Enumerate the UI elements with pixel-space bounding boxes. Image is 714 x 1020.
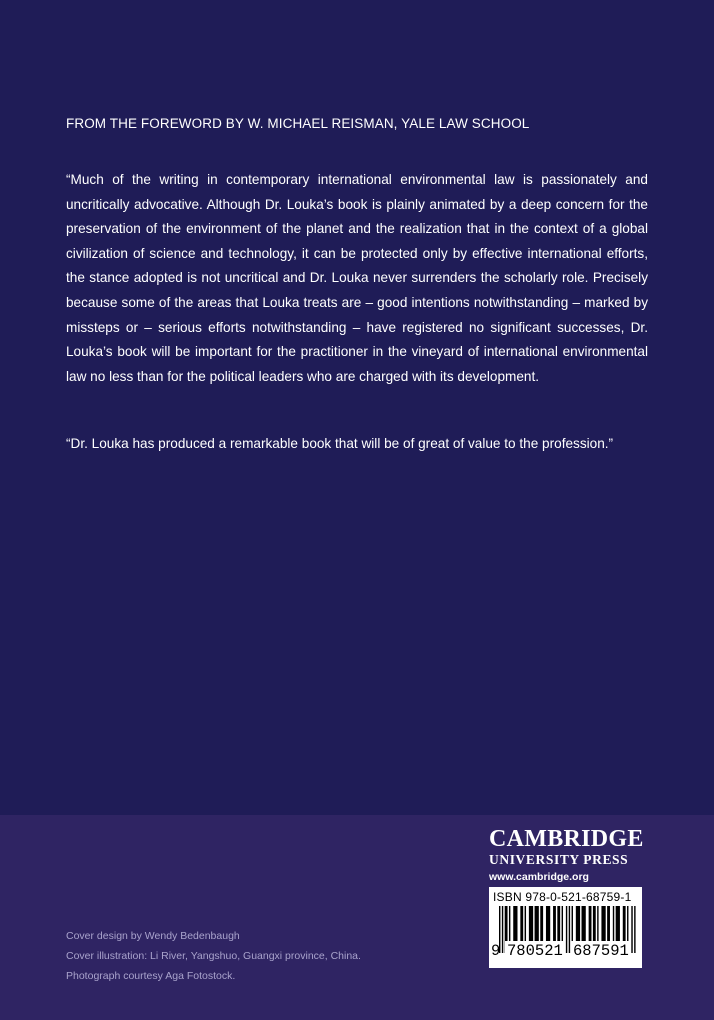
- barcode-bar: [634, 906, 635, 953]
- foreword-quote-closing: “Dr. Louka has produced a remarkable book that will be of great of value to the profession.”: [66, 436, 614, 451]
- barcode-bar: [502, 906, 503, 953]
- barcode-bar: [569, 906, 570, 953]
- isbn-label: ISBN 978-0-521-68759-1: [493, 890, 632, 904]
- publisher-logo: [489, 826, 649, 885]
- credit-illustration: Cover illustration: Li River, Yangshuo, Guangxi province, China.: [66, 950, 361, 962]
- publisher-subname: UNIVERSITY PRESS: [489, 852, 629, 867]
- publisher-url: www.cambridge.org: [489, 871, 589, 883]
- foreword-quote-main: “Much of the writing in contemporary international environmental law is passionately and uncritically advocative. Although Dr. Louka’s book is plainly animated by a deep concern for the preservation of the environment of the planet and the realization that in the context of a global civilization of science and technology, it can be protected only by effective international efforts, the stance adopted is not uncritical and Dr. Louka never surrenders the scholarly role. Precisely because some of the areas that Louka treats are – good intentions notwithstanding – marked by missteps or – serious efforts notwithstanding – have registered no significant successes, Dr. Louka’s book will be important for the practitioner in the vineyard of international environmental law no less than for the political leaders who are charged with its development.: [66, 172, 648, 384]
- isbn-barcode: [489, 887, 642, 968]
- barcode-digit-first: 9: [491, 942, 501, 960]
- credit-photo: Photograph courtesy Aga Fotostock.: [66, 970, 236, 982]
- foreword-heading: FROM THE FOREWORD BY W. MICHAEL REISMAN, YALE LAW SCHOOL: [66, 116, 530, 131]
- barcode-bar: [566, 906, 567, 953]
- publisher-name: CAMBRIDGE: [489, 826, 644, 852]
- credit-design: Cover design by Wendy Bedenbaugh: [66, 930, 240, 942]
- cover-credits: [66, 926, 446, 986]
- barcode-bar: [631, 906, 632, 953]
- barcode-digits-right: 687591: [573, 942, 629, 960]
- barcode-digits-left: 780521: [507, 942, 563, 960]
